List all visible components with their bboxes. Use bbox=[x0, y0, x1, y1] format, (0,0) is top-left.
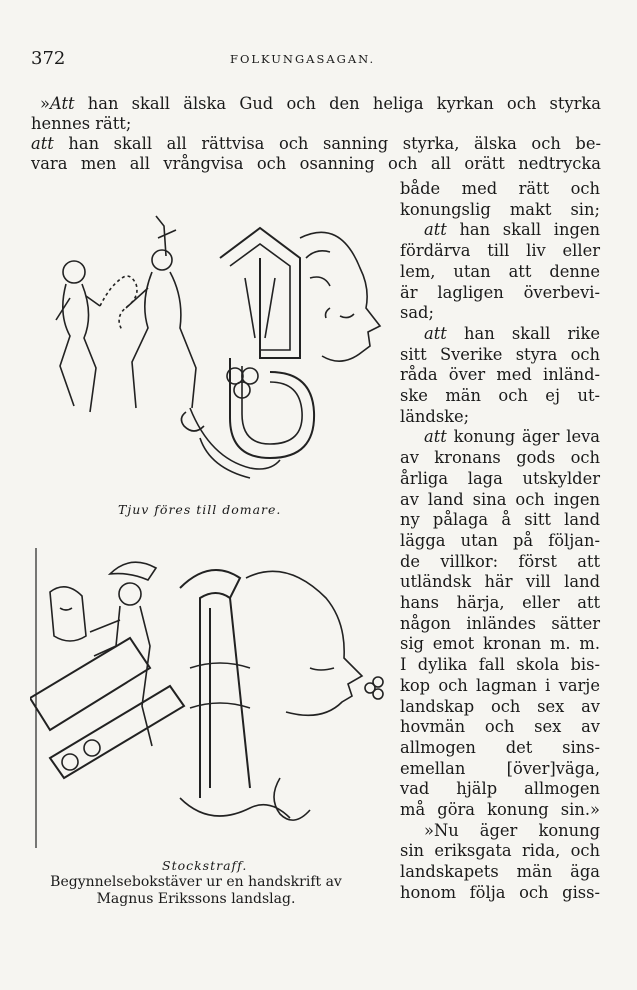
column-line: hans härja, eller att bbox=[400, 593, 600, 612]
column-line: landskap och sex av bbox=[400, 696, 600, 716]
figure-legend-line-2: Magnus Erikssons landslag. bbox=[96, 891, 296, 907]
column-line: sad; bbox=[400, 303, 434, 323]
column-line: är lagligen överbevi- bbox=[400, 282, 600, 302]
column-line: av kronans gods och bbox=[400, 448, 600, 468]
column-line: de villkor: först att bbox=[400, 551, 600, 571]
column-line: både med rätt och bbox=[400, 179, 600, 198]
text-line: hennes rätt; bbox=[31, 114, 132, 133]
column-line: lem, utan att denne bbox=[400, 261, 600, 281]
column-line: »Nu äger konung bbox=[424, 820, 600, 840]
text-line: att han skall all rättvisa och sanning styrka, älska och be- bbox=[31, 134, 601, 153]
column-line: någon inländes sätter bbox=[400, 613, 600, 633]
column-line: fördärva till liv eller bbox=[400, 241, 600, 261]
column-line: honom följa och giss- bbox=[400, 882, 600, 902]
column-line: sig emot kronan m. m. bbox=[400, 634, 600, 654]
column-line: råda över med inländ- bbox=[400, 365, 600, 385]
initial-a-illustration bbox=[30, 548, 390, 858]
column-line: årliga laga utskylder bbox=[400, 468, 600, 488]
column-line: ske män och ej ut- bbox=[400, 386, 600, 405]
column-line: kop och lagman i varje bbox=[400, 675, 600, 695]
initial-b-illustration bbox=[30, 198, 390, 498]
column-line: hovmän och sex av bbox=[400, 717, 600, 737]
figure-legend bbox=[6, 874, 386, 908]
column-line: av land sina och ingen bbox=[400, 489, 600, 509]
column-line: må göra konung sin.» bbox=[400, 800, 600, 819]
column-line: att han skall ingen bbox=[424, 220, 600, 240]
column-line: sin eriksgata rida, och bbox=[400, 841, 600, 861]
column-line: att konung äger leva bbox=[424, 427, 600, 447]
column-line: ländske; bbox=[400, 406, 470, 426]
column-line: allmogen det sins- bbox=[400, 737, 600, 757]
figure-legend-line-1: Begynnelsebokstäver ur en handskrift av bbox=[50, 874, 342, 890]
text-line: vara men all vrångvisa och osanning och all orätt nedtrycka bbox=[31, 154, 601, 173]
text-line: »Att han skall älska Gud och den heliga kyrkan och styrka bbox=[40, 94, 601, 113]
page-number: 372 bbox=[31, 48, 66, 69]
running-title: FOLKUNGASAGAN. bbox=[230, 52, 376, 66]
column-line: landskapets män äga bbox=[400, 862, 600, 882]
bottom-figure-caption: Stockstraff. bbox=[162, 858, 248, 873]
column-line: lägga utan på följan- bbox=[400, 530, 600, 550]
column-line: vad hjälp allmogen bbox=[400, 779, 600, 799]
column-line: sitt Sverike styra och bbox=[400, 344, 600, 364]
column-line: konungslig makt sin; bbox=[400, 199, 600, 219]
column-line: ny pålaga å sitt land bbox=[400, 510, 600, 530]
column-line: att han skall rike bbox=[424, 323, 600, 343]
column-line: emellan [över]väga, bbox=[400, 758, 600, 778]
column-line: utländsk här vill land bbox=[400, 572, 600, 592]
column-line: I dylika fall skola bis- bbox=[400, 655, 600, 675]
top-figure-caption: Tjuv föres till domare. bbox=[118, 502, 282, 517]
